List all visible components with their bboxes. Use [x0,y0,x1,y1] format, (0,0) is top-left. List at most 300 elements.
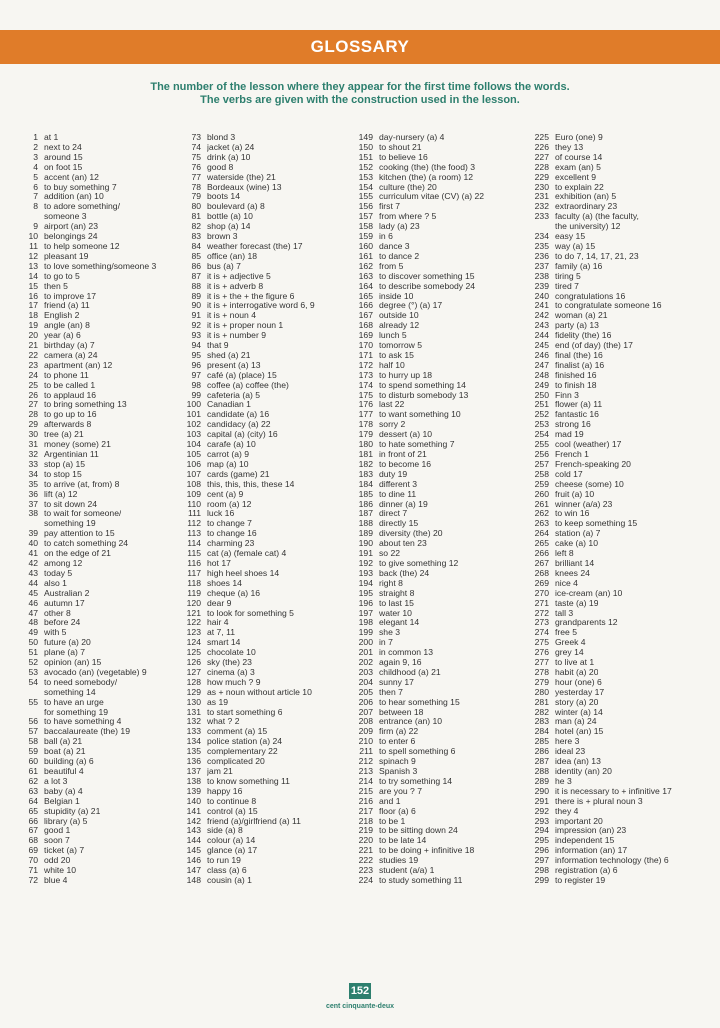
entry-number: 132 [186,716,201,727]
entry-text: to be late 14 [379,836,427,846]
glossary-entry [529,767,701,777]
glossary-entry [529,301,701,311]
entry-number: 193 [358,567,373,578]
entry-number: 140 [186,795,201,806]
glossary-entry [181,490,353,500]
glossary-entry [529,143,701,153]
entry-text: firm (a) 22 [379,727,419,737]
glossary-entry [18,866,190,876]
entry-text: to buy something 7 [44,182,117,192]
entry-text: room (a) 12 [207,499,252,509]
entry-text: English 2 [44,311,80,321]
entry-text: side (a) 8 [207,826,243,836]
entry-text: to look for something 5 [207,608,294,618]
entry-number: 47 [28,607,38,618]
glossary-entry [529,876,701,886]
entry-text: capital (a) (city) 16 [207,430,278,440]
glossary-entry [181,727,353,737]
entry-text: free 5 [555,628,577,638]
glossary-entry [353,836,525,846]
glossary-entry [529,242,701,252]
glossary-entry [529,797,701,807]
entry-number: 35 [28,478,38,489]
glossary-entry [353,787,525,797]
entry-text: sunny 17 [379,677,414,687]
entry-number: 75 [191,151,201,162]
entry-text: to become 16 [379,459,432,469]
entry-text: comment (a) 15 [207,727,268,737]
entry-text: Belgian 1 [44,796,80,806]
glossary-entry [353,371,525,381]
glossary-entry [181,252,353,262]
entry-text: to stop 15 [44,469,82,479]
entry-text: waterside (the) 21 [207,172,276,182]
glossary-entry [181,589,353,599]
glossary-entry [18,648,190,658]
glossary-entry [529,430,701,440]
glossary-entry [529,192,701,202]
glossary-entry [181,747,353,757]
entry-text: in front of 21 [379,450,427,459]
entry-text: sorry 2 [379,420,406,430]
glossary-entry [529,539,701,549]
entry-number: 120 [186,597,201,608]
entry-text: ideal 23 [555,747,586,757]
entry-number: 294 [534,825,549,836]
entry-number: 201 [358,647,373,658]
entry-text: jam 21 [207,767,233,776]
glossary-entry [18,391,190,401]
glossary-entry [18,292,190,302]
entry-text: from 5 [379,261,404,271]
entry-number: 142 [186,815,201,826]
entry-number: 192 [358,557,373,568]
entry-text: cat (a) (female cat) 4 [207,549,287,559]
entry-number: 223 [358,865,373,876]
entry-text: airport (an) 23 [44,222,98,232]
glossary-entry [18,876,190,886]
entry-number: 106 [186,458,201,469]
entry-number: 242 [534,310,549,321]
entry-number: 149 [358,132,373,142]
entry-text: to phone 11 [44,370,89,380]
entry-number: 233 [534,211,549,222]
glossary-entry [181,272,353,282]
entry-number: 16 [28,290,38,301]
entry-number: 197 [358,607,373,618]
entry-text: lift (a) 12 [44,489,78,499]
entry-text: hot 17 [207,558,231,568]
entry-number: 209 [358,726,373,737]
entry-number: 203 [358,666,373,677]
entry-text: white 10 [44,866,77,876]
entry-text: luck 16 [207,509,235,519]
entry-number: 107 [186,468,201,479]
glossary-entry [353,817,525,827]
entry-number: 141 [186,805,201,816]
entry-text: shed (a) 21 [207,350,251,360]
glossary-entry [353,549,525,559]
entry-text: she 3 [379,628,401,638]
entry-text: the university) 12 [555,222,621,232]
entry-text: odd 20 [44,856,71,866]
glossary-entry [18,500,190,510]
glossary-entry [181,737,353,747]
entry-text: way (a) 15 [555,241,596,251]
glossary-entry [529,688,701,698]
glossary-entry [529,440,701,450]
entry-number: 278 [534,666,549,677]
entry-number: 167 [358,310,373,321]
entry-number: 11 [29,240,38,251]
glossary-entry [353,192,525,202]
glossary-entry [529,549,701,559]
glossary-entry [529,609,701,619]
entry-text: angle (an) 8 [44,321,90,331]
glossary-entry [353,292,525,302]
glossary-entry [181,153,353,163]
glossary-entry [529,173,701,183]
entry-number: 102 [186,419,201,430]
entry-text: to wait for someone/ [44,509,122,519]
entry-number: 155 [358,191,373,202]
entry-number: 126 [186,657,201,668]
entry-text: jacket (a) 24 [207,142,255,152]
entry-text: as 19 [207,697,229,707]
entry-text: final (the) 16 [555,350,603,360]
glossary-entry [18,727,190,737]
entry-text: idea (an) 13 [555,757,601,767]
entry-text: it is + adjective 5 [207,271,271,281]
entry-text: to arrive (at, from) 8 [44,479,120,489]
glossary-entry [529,737,701,747]
entry-number: 196 [358,597,373,608]
entry-number: 136 [186,756,201,767]
glossary-entry [529,460,701,470]
glossary-entry [18,856,190,866]
entry-text: to be called 1 [44,380,96,390]
glossary-entry [529,648,701,658]
entry-number: 81 [191,211,201,222]
entry-number: 295 [534,835,549,846]
entry-text: high heel shoes 14 [207,568,280,578]
glossary-entry [18,490,190,500]
glossary-entry [181,301,353,311]
entry-number: 219 [358,825,373,836]
entry-text: party (a) 13 [555,321,599,331]
entry-text: registration (a) 6 [555,866,618,876]
glossary-entry [181,668,353,678]
entry-text: end (of day) (the) 17 [555,341,633,351]
entry-text: to study something 11 [379,875,463,885]
entry-number: 83 [191,231,201,242]
glossary-entry [529,787,701,797]
glossary-entry [18,480,190,490]
glossary-entry [18,579,190,589]
entry-text: to spend something 14 [379,380,466,390]
glossary-entry [529,509,701,519]
entry-text: tomorrow 5 [379,341,422,351]
entry-number: 171 [358,349,373,360]
glossary-entry [181,529,353,539]
entry-number: 73 [191,132,201,142]
entry-text: between 18 [379,707,424,717]
entry-text: to register 19 [555,875,606,885]
glossary-entry [529,371,701,381]
entry-number: 216 [358,795,373,806]
glossary-entry [18,272,190,282]
glossary-entry [18,311,190,321]
entry-number: 166 [358,300,373,311]
entry-text: this, this, this, these 14 [207,479,295,489]
entry-number: 55 [28,696,38,707]
entry-number: 108 [186,478,201,489]
entry-text: happy 16 [207,786,243,796]
entry-number: 261 [534,498,549,509]
glossary-entry [529,807,701,817]
glossary-entry [181,341,353,351]
entry-number: 105 [186,449,201,459]
entry-text: class (a) 6 [207,866,247,876]
entry-text: to disturb somebody 13 [379,390,469,400]
entry-text: flower (a) 11 [555,400,603,410]
glossary-entry [353,747,525,757]
entry-text: already 12 [379,321,420,331]
entry-number: 290 [534,785,549,796]
entry-text: to try something 14 [379,776,453,786]
entry-number: 85 [191,250,201,261]
glossary-entry [18,836,190,846]
entry-text: independent 15 [555,836,615,846]
entry-number: 158 [358,221,373,232]
entry-number: 92 [191,320,201,331]
entry-text: boots 14 [207,192,240,202]
entry-text: café (a) (place) 15 [207,370,277,380]
entry-number: 217 [358,805,373,816]
entry-number: 296 [534,845,549,856]
entry-number: 286 [534,746,549,757]
entry-text: to adore something/ [44,202,120,212]
entry-text: and 1 [379,796,401,806]
glossary-entry [353,698,525,708]
entry-text: cool (weather) 17 [555,440,622,450]
entry-text: boulevard (a) 8 [207,202,265,212]
glossary-entry [353,589,525,599]
entry-number: 200 [358,637,373,648]
glossary-entry [18,777,190,787]
entry-number: 17 [28,300,38,311]
entry-number: 103 [186,429,201,440]
entry-number: 161 [358,250,373,261]
entry-text: to spell something 6 [379,747,456,757]
glossary-entry [529,262,701,272]
entry-number: 63 [28,785,38,796]
entry-text: man (a) 24 [555,717,597,727]
entry-text: something 14 [44,687,96,697]
entry-text: camera (a) 24 [44,350,98,360]
glossary-entry [181,460,353,470]
entry-text: winter (a) 14 [555,707,603,717]
entry-text: winner (a/a) 23 [555,499,613,509]
entry-number: 115 [187,548,201,559]
glossary-entry [353,242,525,252]
entry-text: accent (an) 12 [44,172,99,182]
entry-number: 262 [534,508,549,519]
entry-text: in 6 [379,232,393,242]
entry-text: year (a) 6 [44,331,81,341]
entry-number: 110 [187,498,201,509]
entry-number: 57 [28,726,38,737]
glossary-entry [181,143,353,153]
entry-number: 253 [534,419,549,430]
entry-text: next to 24 [44,142,82,152]
glossary-entry [353,460,525,470]
glossary-entry [18,282,190,292]
glossary-entry [18,262,190,272]
entry-number: 244 [534,330,549,341]
glossary-entry [18,539,190,549]
entry-text: grey 14 [555,648,584,658]
entry-number: 280 [534,686,549,697]
glossary-entry [18,688,190,698]
glossary-entry [18,252,190,262]
glossary-entry [353,262,525,272]
glossary-entry [529,351,701,361]
entry-text: to improve 17 [44,291,97,301]
entry-number: 32 [28,449,38,459]
entry-text: from where ? 5 [379,212,437,222]
entry-number: 22 [28,349,38,360]
entry-number: 90 [191,300,201,311]
entry-text: to shout 21 [379,142,422,152]
entry-number: 62 [28,775,38,786]
entry-number: 52 [28,657,38,668]
entry-text: station (a) 7 [555,529,601,539]
glossary-entry [181,480,353,490]
glossary-entry [181,846,353,856]
glossary-entry [529,817,701,827]
glossary-entry [18,361,190,371]
entry-text: beautiful 4 [44,767,84,776]
glossary-entry [18,599,190,609]
entry-text: dear 9 [207,598,232,608]
glossary-entry [529,331,701,341]
entry-text: friend (a) 11 [44,301,90,311]
entry-text: to hurry up 18 [379,370,433,380]
entry-number: 50 [28,637,38,648]
glossary-entry [529,232,701,242]
entry-number: 112 [187,518,201,529]
entry-text: it is + number 9 [207,331,266,341]
entry-number: 297 [534,855,549,866]
glossary-entry [18,371,190,381]
entry-text: here 3 [555,737,580,747]
entry-text: dessert (a) 10 [379,430,433,440]
glossary-entry [529,133,701,143]
entry-text: at 1 [44,133,59,142]
entry-text: ball (a) 21 [44,737,83,747]
glossary-entry [353,232,525,242]
entry-text: in common 13 [379,648,433,658]
entry-number: 99 [191,389,201,400]
entry-number: 224 [358,874,373,885]
glossary-entry [18,717,190,727]
entry-text: degree (°) (a) 17 [379,301,443,311]
glossary-entry [181,559,353,569]
entry-number: 248 [534,369,549,380]
entry-text: extraordinary 23 [555,202,618,212]
glossary-entry [18,222,190,232]
entry-text: shop (a) 14 [207,222,251,232]
entry-text: to live at 1 [555,658,595,668]
glossary-entry [529,856,701,866]
entry-text: hotel (an) 15 [555,727,604,737]
glossary-entry [529,628,701,638]
subtitle-line-1: The number of the lesson where they appear for the first time follows the words. [150,81,570,93]
entry-text: Argentinian 11 [44,450,99,459]
entry-number: 276 [534,647,549,658]
glossary-entry [181,212,353,222]
entry-text: cousin (a) 1 [207,875,252,885]
glossary-entry [529,559,701,569]
entry-text: tall 3 [555,608,574,618]
glossary-entry [529,292,701,302]
entry-number: 134 [186,736,201,747]
glossary-entry [18,509,190,519]
entry-text: money (some) 21 [44,440,111,450]
glossary-entry [529,202,701,212]
entry-text: there is + plural noun 3 [555,796,643,806]
glossary-entry [181,807,353,817]
entry-text: to believe 16 [379,152,428,162]
entry-text: to know something 11 [207,776,290,786]
entry-text: tiring 5 [555,271,581,281]
entry-number: 66 [28,815,38,826]
glossary-entry [181,767,353,777]
glossary-entry [529,163,701,173]
entry-number: 60 [28,756,38,767]
entry-number: 31 [28,439,38,450]
entry-number: 230 [534,181,549,192]
glossary-entry [353,450,525,460]
entry-text: carafe (a) 10 [207,440,256,450]
glossary-entry [529,400,701,410]
glossary-entry [18,331,190,341]
glossary-entry [353,767,525,777]
entry-number: 236 [534,250,549,261]
entry-text: chocolate 10 [207,648,256,658]
entry-text: building (a) 6 [44,757,94,767]
glossary-entry [529,638,701,648]
glossary-entry [181,609,353,619]
entry-number: 213 [358,766,373,776]
entry-number: 168 [358,320,373,331]
entry-number: 157 [358,211,373,222]
entry-text: to hear something 15 [379,697,460,707]
glossary-entry [353,866,525,876]
glossary-entry [18,450,190,460]
entry-number: 128 [186,676,201,687]
glossary-entry [353,529,525,539]
entry-number: 227 [534,151,549,162]
entry-number: 6 [33,181,38,192]
glossary-entry [353,539,525,549]
entry-number: 70 [28,855,38,866]
entry-number: 116 [187,557,201,568]
entry-number: 285 [534,736,549,747]
glossary-entry [529,708,701,718]
entry-text: to have an urge [44,697,104,707]
